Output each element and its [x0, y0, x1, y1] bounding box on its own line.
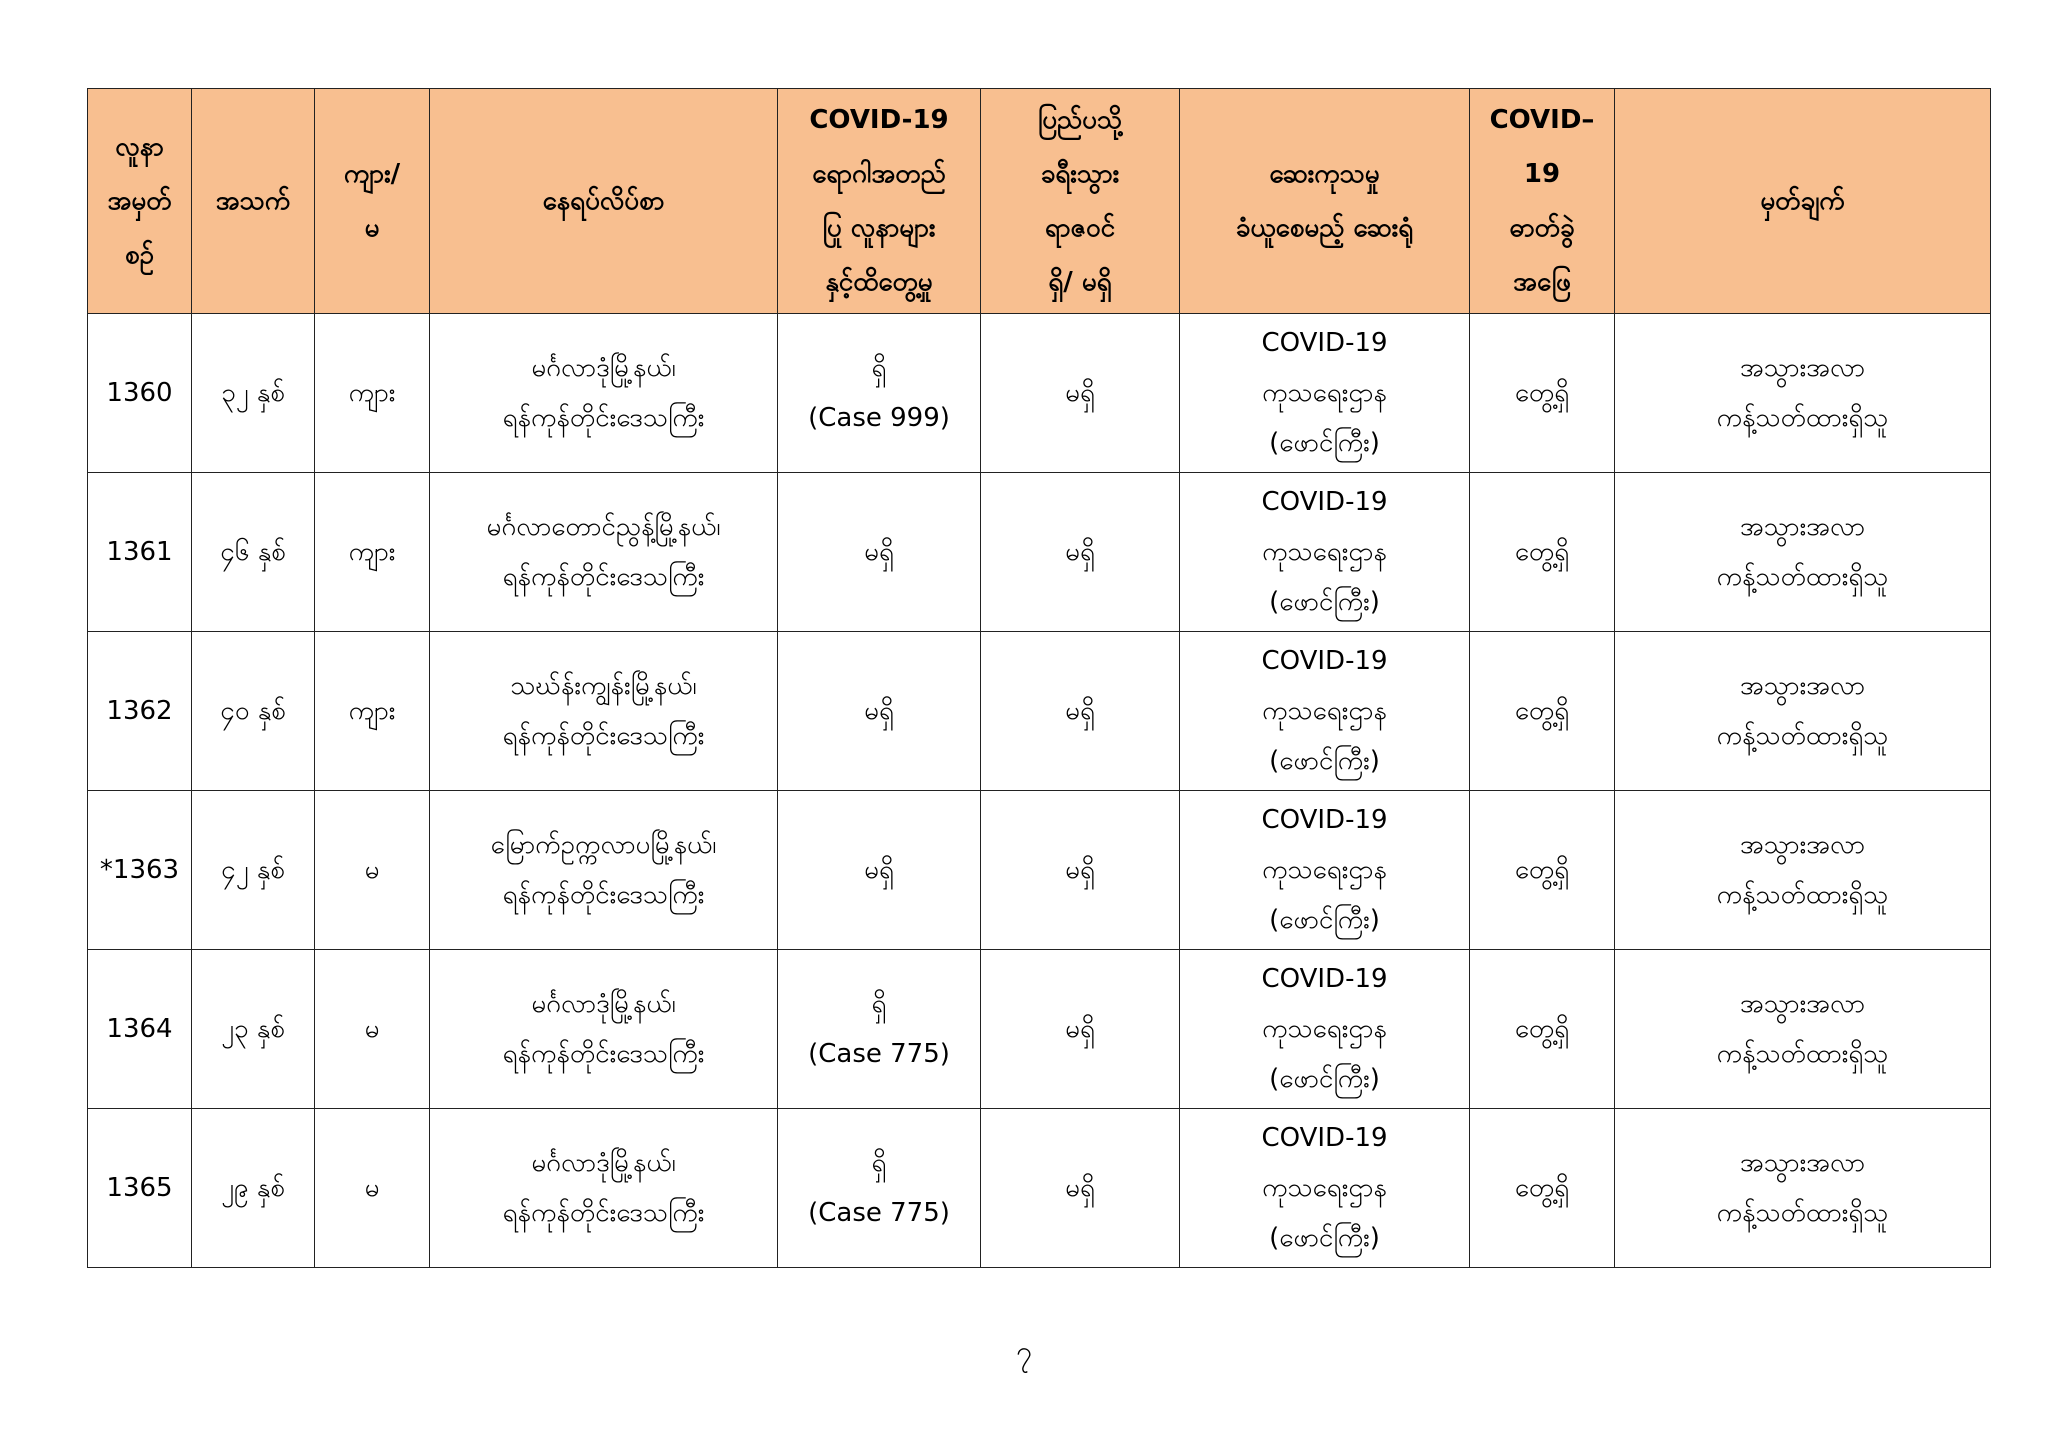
- cell-sex: ကျား: [315, 473, 430, 632]
- cell-patient-no: 1365: [88, 1109, 192, 1268]
- header-travel-history: ပြည်ပသို့ ခရီးသွား ရာဇဝင် ရှိ/ မရှိ: [981, 89, 1180, 314]
- cell-sex: ကျား: [315, 632, 430, 791]
- table-row: [88, 314, 1991, 473]
- cell-address: မင်္ဂလာတောင်ညွန့်မြို့နယ်၊ ရန်ကုန်တိုင်းဒေသကြီး: [430, 473, 778, 632]
- cell-lab-result: တွေ့ရှိ: [1470, 632, 1615, 791]
- cell-patient-no: *1363: [88, 791, 192, 950]
- cell-remark: အသွားအလာ ကန့်သတ်ထားရှိသူ: [1615, 632, 1991, 791]
- cell-age: ၄၆ နှစ်: [192, 473, 315, 632]
- cell-lab-result: တွေ့ရှိ: [1470, 950, 1615, 1109]
- patient-table-container: [87, 88, 1990, 1268]
- header-lab-result: COVID– 19 ဓာတ်ခွဲ အဖြေ: [1470, 89, 1615, 314]
- cell-contact: မရှိ: [778, 632, 981, 791]
- table-row: [88, 950, 1991, 1109]
- cell-sex: ကျား: [315, 314, 430, 473]
- cell-hospital: COVID-19 ကုသရေးဌာန (ဖောင်ကြီး): [1180, 1109, 1470, 1268]
- cell-address: မင်္ဂလာဒုံမြို့နယ်၊ ရန်ကုန်တိုင်းဒေသကြီး: [430, 950, 778, 1109]
- cell-sex: မ: [315, 950, 430, 1109]
- cell-hospital: COVID-19 ကုသရေးဌာန (ဖောင်ကြီး): [1180, 791, 1470, 950]
- header-hospital: ဆေးကုသမှု ခံယူစေမည့် ဆေးရုံ: [1180, 89, 1470, 314]
- header-patient-no: လူနာ အမှတ် စဉ်: [88, 89, 192, 314]
- header-contact: COVID-19 ရောဂါအတည် ပြု လူနာများ နှင့်ထိတွေ့မှု: [778, 89, 981, 314]
- cell-address: မင်္ဂလာဒုံမြို့နယ်၊ ရန်ကုန်တိုင်းဒေသကြီး: [430, 1109, 778, 1268]
- table-row: [88, 791, 1991, 950]
- cell-patient-no: 1364: [88, 950, 192, 1109]
- cell-travel: မရှိ: [981, 950, 1180, 1109]
- cell-travel: မရှိ: [981, 632, 1180, 791]
- header-sex: ကျား/ မ: [315, 89, 430, 314]
- cell-remark: အသွားအလာ ကန့်သတ်ထားရှိသူ: [1615, 1109, 1991, 1268]
- cell-address: မင်္ဂလာဒုံမြို့နယ်၊ ရန်ကုန်တိုင်းဒေသကြီး: [430, 314, 778, 473]
- cell-travel: မရှိ: [981, 473, 1180, 632]
- cell-address: မြောက်ဥက္ကလာပမြို့နယ်၊ ရန်ကုန်တိုင်းဒေသကြီး: [430, 791, 778, 950]
- cell-remark: အသွားအလာ ကန့်သတ်ထားရှိသူ: [1615, 314, 1991, 473]
- cell-patient-no: 1361: [88, 473, 192, 632]
- table-row: [88, 473, 1991, 632]
- cell-age: ၂၃ နှစ်: [192, 950, 315, 1109]
- header-address: နေရပ်လိပ်စာ: [430, 89, 778, 314]
- header-remarks: မှတ်ချက်: [1615, 89, 1991, 314]
- cell-age: ၃၂ နှစ်: [192, 314, 315, 473]
- cell-remark: အသွားအလာ ကန့်သတ်ထားရှိသူ: [1615, 473, 1991, 632]
- table-row: [88, 632, 1991, 791]
- cell-patient-no: 1360: [88, 314, 192, 473]
- cell-address: သဃ်န်းကျွန်းမြို့နယ်၊ ရန်ကုန်တိုင်းဒေသကြီး: [430, 632, 778, 791]
- header-age: အသက်: [192, 89, 315, 314]
- cell-remark: အသွားအလာ ကန့်သတ်ထားရှိသူ: [1615, 791, 1991, 950]
- patient-table: [87, 88, 1991, 1268]
- cell-hospital: COVID-19 ကုသရေးဌာန (ဖောင်ကြီး): [1180, 314, 1470, 473]
- cell-age: ၄၀ နှစ်: [192, 632, 315, 791]
- header-row: [88, 89, 1991, 314]
- cell-lab-result: တွေ့ရှိ: [1470, 1109, 1615, 1268]
- cell-age: ၂၉ နှစ်: [192, 1109, 315, 1268]
- cell-age: ၄၂ နှစ်: [192, 791, 315, 950]
- page-number: ၇: [1016, 1335, 1032, 1368]
- cell-contact: ရှိ (Case 775): [778, 1109, 981, 1268]
- cell-sex: မ: [315, 791, 430, 950]
- cell-hospital: COVID-19 ကုသရေးဌာန (ဖောင်ကြီး): [1180, 473, 1470, 632]
- cell-contact: ရှိ (Case 999): [778, 314, 981, 473]
- cell-hospital: COVID-19 ကုသရေးဌာန (ဖောင်ကြီး): [1180, 632, 1470, 791]
- cell-contact: မရှိ: [778, 473, 981, 632]
- cell-contact: ရှိ (Case 775): [778, 950, 981, 1109]
- cell-hospital: COVID-19 ကုသရေးဌာန (ဖောင်ကြီး): [1180, 950, 1470, 1109]
- cell-contact: မရှိ: [778, 791, 981, 950]
- cell-travel: မရှိ: [981, 791, 1180, 950]
- cell-patient-no: 1362: [88, 632, 192, 791]
- cell-travel: မရှိ: [981, 314, 1180, 473]
- cell-lab-result: တွေ့ရှိ: [1470, 791, 1615, 950]
- cell-travel: မရှိ: [981, 1109, 1180, 1268]
- cell-lab-result: တွေ့ရှိ: [1470, 473, 1615, 632]
- cell-sex: မ: [315, 1109, 430, 1268]
- table-row: [88, 1109, 1991, 1268]
- cell-remark: အသွားအလာ ကန့်သတ်ထားရှိသူ: [1615, 950, 1991, 1109]
- cell-lab-result: တွေ့ရှိ: [1470, 314, 1615, 473]
